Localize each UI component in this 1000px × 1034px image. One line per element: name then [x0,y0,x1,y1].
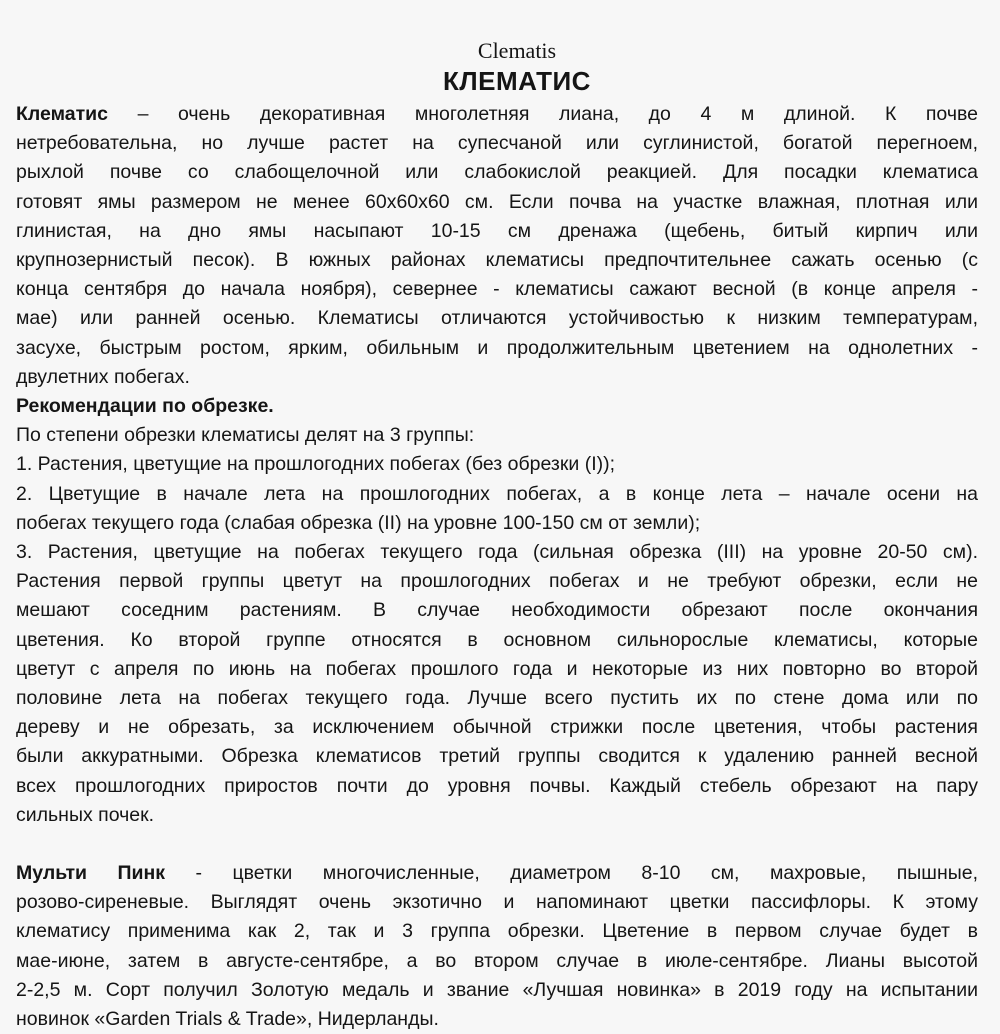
intro-line: рыхлой почве со слабощелочной или слабокислой реакцией. Для посадки клематиса [16,161,978,184]
variety-lead: Мульти Пинк [16,862,166,885]
variety-line: новинок «Garden Trials & Trade», Нидерланды. [16,1008,439,1031]
intro-line: нетребовательна, но лучше растет на супесчаной или суглинистой, богатой перегноем, [16,132,978,155]
pruning-line: сильных почек. [16,803,155,826]
pruning-heading: Рекомендации по обрезке. [16,395,274,418]
pruning-line: побегах текущего года (слабая обрезка (II) на уровне 100-150 см от земли); [16,511,701,534]
pruning-line: цветения. Ко второй группе относятся в основном сильнорослые клематисы, которые [16,628,978,651]
intro-line [16,100,978,129]
pruning-line: были аккуратными. Обрезка клематисов третий группы сводится к удалению ранней весной [16,745,978,768]
body-text [16,100,978,1034]
variety-line-text: - цветки многочисленные, диаметром 8-10 см, махровые, пышные, [165,862,978,885]
intro-line: глинистая, на дно ямы насыпают 10-15 см дренажа (щебень, битый кирпич или [16,219,978,242]
intro-line: готовят ямы размером не менее 60х60х60 см. Если почва на участке влажная, плотная или [16,190,978,213]
intro-paragraph [16,100,978,392]
pruning-line: По степени обрезки клематисы делят на 3 группы: [16,424,475,447]
variety-line: мае-июне, затем в августе-сентябре, а во втором случае в июле-сентябре. Лианы высотой [16,949,978,972]
pruning-line: Растения первой группы цветут на прошлогодних побегах и не требуют обрезки, если не [16,570,978,593]
variety-line: клематису применима как 2, так и 3 группа обрезки. Цветение в первом случае будет в [16,920,978,943]
pruning-line: всех прошлогодних приростов почти до уровня почвы. Каждый стебель обрезают на пару [16,774,978,797]
variety-line [16,859,978,888]
latin-title: Clematis [477,38,557,63]
pruning-line: 1. Растения, цветущие на прошлогодних побегах (без обрезки (I)); [16,453,616,476]
variety-paragraph [16,859,978,1034]
variety-line: розово-сиреневые. Выглядят очень экзотично и напоминают цветки пассифлоры. К этому [16,891,978,914]
pruning-line: дереву и не обрезать, за исключением обычной стрижки после цветения, чтобы растения [16,716,978,739]
pruning-line: мешают соседним растениям. В случае необходимости обрезают после окончания [16,599,978,622]
pruning-section [16,392,978,830]
intro-line: засухе, быстрым ростом, ярким, обильным и продолжительным цветением на однолетних - [16,336,978,359]
intro-line: крупнозернистый песок). В южных районах клематисы предпочтительнее сажать осенью (с [16,249,978,272]
intro-lead: Клематис [16,103,109,125]
page-title: КЛЕМАТИС [443,66,591,96]
pruning-line: 2. Цветущие в начале лета на прошлогодних побегах, а в конце лета – начале осени на [16,482,978,505]
intro-line-text: – очень декоративная многолетняя лиана, до 4 м длиной. К почве [108,103,978,125]
intro-line: мае) или ранней осенью. Клематисы отличаются устойчивостью к низким температурам, [16,307,978,330]
intro-line: конца сентября до начала ноября), севернее - клематисы сажают весной (в конце апреля - [16,278,978,301]
variety-line: 2-2,5 м. Сорт получил Золотую медаль и звание «Лучшая новинка» в 2019 году на испытании [16,978,978,1001]
section-gap [16,830,978,859]
pruning-line: цветут с апреля по июнь на побегах прошлого года и некоторые из них повторно во второй [16,657,978,680]
pruning-line: половине лета на побегах текущего года. Лучше всего пустить их по стене дома или по [16,687,978,710]
pruning-line: 3. Растения, цветущие на побегах текущего года (сильная обрезка (III) на уровне 20-50 см). [16,541,978,564]
intro-line: двулетних побегах. [16,365,190,388]
